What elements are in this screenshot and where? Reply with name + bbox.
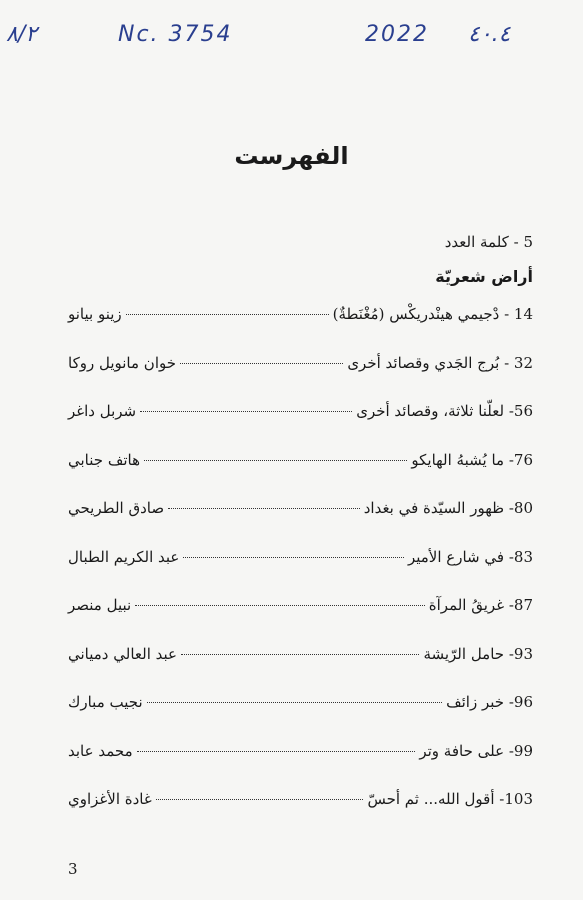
toc-row bbox=[68, 354, 533, 403]
toc-row bbox=[68, 790, 533, 839]
entry-title: 76- ما يُشبهُ الهايكو bbox=[411, 450, 533, 469]
entry-title: 87- غريقُ المرآة bbox=[428, 596, 533, 614]
handwritten-corner-note: ٨/٢ bbox=[6, 22, 38, 47]
handwritten-reference: ٤٠.٤ bbox=[468, 22, 511, 47]
section-title: أراض شعريّة bbox=[435, 267, 533, 286]
toc-row bbox=[68, 693, 533, 742]
dot-leader bbox=[183, 557, 404, 558]
entry-author: زينو بيانو bbox=[68, 305, 122, 323]
dot-leader bbox=[147, 702, 442, 703]
entry-title: 96- خبر زائف bbox=[446, 693, 533, 711]
entry-title: 83- في شارع الأمير bbox=[407, 547, 533, 566]
entry-title: 32 - بُرج الجَدي وقصائد أخرى bbox=[347, 353, 533, 372]
entry-title: 93- حامل الرّيشة bbox=[423, 644, 533, 663]
dot-leader bbox=[135, 605, 425, 606]
toc-row bbox=[68, 451, 533, 500]
dot-leader bbox=[181, 654, 419, 655]
dot-leader bbox=[156, 799, 364, 800]
dot-leader bbox=[140, 411, 352, 412]
entry-author: شربل داغر bbox=[68, 402, 137, 420]
entry-author: غادة الأغزاوي bbox=[68, 790, 152, 808]
entry-title: 80- ظهور السيّدة في بغداد bbox=[363, 499, 533, 517]
toc-row bbox=[68, 742, 533, 791]
toc-row bbox=[68, 645, 533, 694]
entry-author: صادق الطريحي bbox=[68, 499, 165, 517]
intro-entry: 5 - كلمة العدد bbox=[444, 233, 533, 251]
entry-title: 99- على حافة وتر bbox=[419, 741, 533, 760]
toc-row bbox=[68, 548, 533, 597]
page-number: 3 bbox=[68, 860, 78, 878]
dot-leader bbox=[180, 363, 343, 364]
dot-leader bbox=[126, 314, 329, 315]
toc-row bbox=[68, 402, 533, 451]
toc-row bbox=[68, 596, 533, 645]
table-of-contents bbox=[68, 305, 533, 839]
dot-leader bbox=[144, 460, 407, 461]
intro-page-number: 5 bbox=[523, 233, 533, 251]
entry-title: 56- لعلّنا ثلاثة، وقصائد أخرى bbox=[356, 402, 533, 420]
toc-row bbox=[68, 499, 533, 548]
entry-title: 103- أقول الله... ثم أحسّ bbox=[367, 790, 533, 808]
entry-author: نجيب مبارك bbox=[68, 693, 143, 711]
page-title: الفهرست bbox=[234, 142, 349, 170]
entry-title: 14 - دْجيمي هينْدريكْس (مُغْنَطةٌ) bbox=[332, 305, 533, 323]
toc-row bbox=[68, 305, 533, 354]
intro-title: كلمة العدد bbox=[444, 233, 509, 251]
dot-leader bbox=[168, 508, 360, 509]
entry-author: عبد العالي دمياني bbox=[68, 644, 177, 663]
entry-author: نبيل منصر bbox=[68, 596, 132, 614]
entry-author: محمد عابد bbox=[68, 741, 133, 760]
handwritten-year: 2022 bbox=[365, 22, 429, 47]
entry-author: هاتف جنابي bbox=[68, 450, 140, 469]
dot-leader bbox=[137, 751, 416, 752]
entry-author: عبد الكريم الطبال bbox=[68, 547, 180, 566]
handwritten-catalog-number: Nc. 3754 bbox=[118, 22, 233, 47]
entry-author: خوان مانويل روكا bbox=[68, 353, 177, 372]
